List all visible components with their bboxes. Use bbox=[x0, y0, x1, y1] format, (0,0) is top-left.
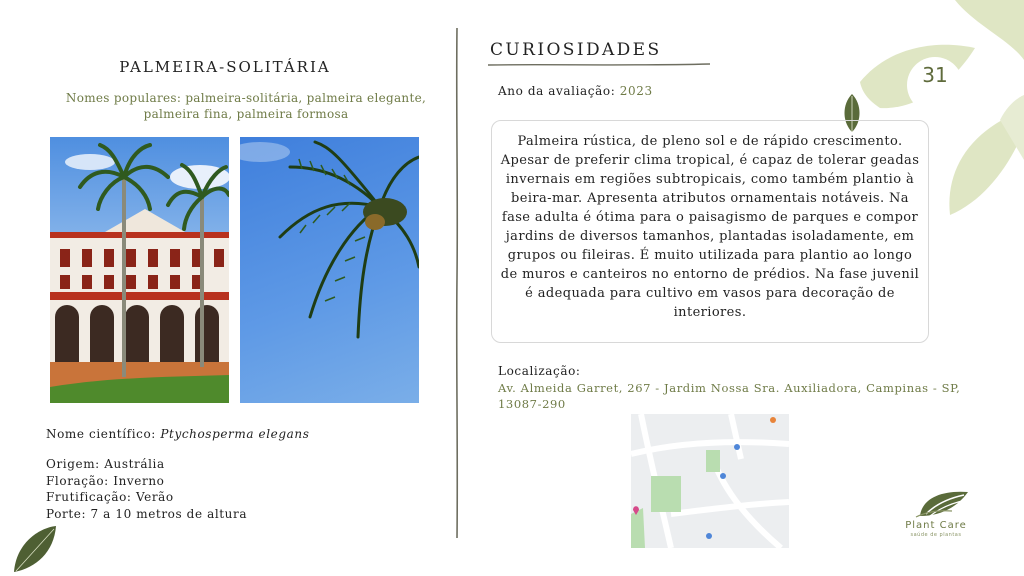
logo-tagline: saúde de plantas bbox=[910, 532, 962, 538]
plant-facts bbox=[46, 456, 247, 522]
fact-flowering: Floração: Inverno bbox=[46, 473, 165, 488]
year-label: Ano da avaliação: bbox=[498, 84, 616, 98]
location-map[interactable] bbox=[631, 414, 789, 548]
description-text: Palmeira rústica, de pleno sol e de rápido crescimento. Apesar de preferir clima tropical, é capaz de tolerar geadas invernais em regiões subtropicais, como também plantio à beira-mar. Apresenta atributos ornamentais notáveis. Na fase adulta é ótima para o paisagismo de parques e compor jardins de diversos tamanhos, plantadas isoladamente, em grupos ou fileiras. É muito utilizada para plantio ao longo de muros e canteiros no entorno de prédios. Na fase juvenil é adequada para cultivo em vasos para decoração de interiores. bbox=[500, 134, 920, 320]
palm-fronds-photo bbox=[240, 137, 419, 403]
scientific-name-label: Nome científico: bbox=[46, 427, 156, 441]
scientific-name-value: Ptychosperma elegans bbox=[160, 427, 310, 441]
palm-building-photo bbox=[50, 137, 229, 403]
location-label: Localização: bbox=[498, 364, 581, 378]
location-address: Av. Almeida Garret, 267 - Jardim Nossa Sra. Auxiliadora, Campinas - SP, 13087-290 bbox=[498, 381, 961, 411]
evaluation-year bbox=[498, 84, 653, 98]
title-underline bbox=[488, 62, 710, 68]
page-number: 31 bbox=[922, 63, 948, 87]
logo-name: Plant Care bbox=[905, 520, 967, 531]
section-title: CURIOSIDADES bbox=[490, 40, 662, 60]
popular-names: Nomes populares: palmeira-solitária, palmeira elegante, palmeira fina, palmeira formosa bbox=[65, 91, 427, 121]
fact-origin: Origem: Austrália bbox=[46, 457, 165, 471]
plant-title: PALMEIRA-SOLITÁRIA bbox=[119, 58, 331, 76]
column-divider bbox=[455, 28, 459, 538]
scientific-name bbox=[46, 426, 310, 443]
year-value: 2023 bbox=[619, 84, 653, 98]
fact-fruiting: Frutificação: Verão bbox=[46, 490, 174, 504]
leaf-icon bbox=[8, 522, 60, 576]
fact-size: Porte: 7 a 10 metros de altura bbox=[46, 506, 248, 521]
plant-care-logo bbox=[912, 486, 972, 520]
